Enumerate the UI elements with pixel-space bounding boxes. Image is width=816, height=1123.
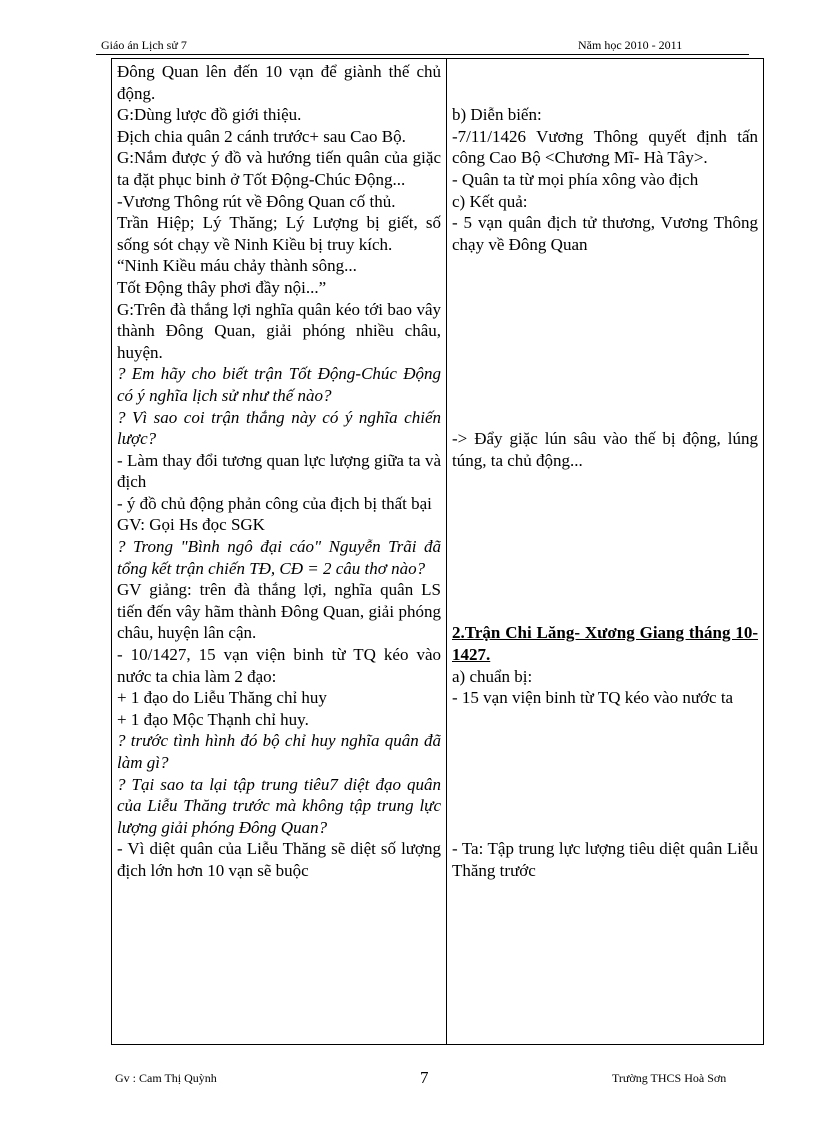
lesson-content-paragraph: - Quân ta từ mọi phía xông vào địch [452,169,699,189]
lesson-content-spacer [452,774,758,796]
lesson-content-spacer [452,471,758,493]
teacher-activity-paragraph: + 1 đạo do Liễu Thăng chỉ huy [117,688,327,708]
footer-teacher: Gv : Cam Thị Quỳnh [115,1071,217,1085]
lesson-content-column [447,59,764,1045]
teacher-activity-paragraph: Trần Hiệp; Lý Thăng; Lý Lượng bị giết, số sống sót chạy về Ninh Kiều bị truy kích. [117,213,441,254]
teacher-activity-paragraph: G:Nắm được ý đồ và hướng tiến quân của giặc ta đặt phục binh ở Tốt Động-Chúc Động... [117,148,441,189]
lesson-content-spacer [452,493,758,515]
lesson-content-paragraph: b) Diễn biến: [452,105,542,125]
teacher-activity-paragraph: Đông Quan lên đến 10 vạn để giành thế chủ động. [117,62,441,103]
lesson-content-spacer [452,536,758,558]
lesson-content-spacer [452,61,758,83]
teacher-activity-paragraph: GV giảng: trên đà thắng lợi, nghĩa quân LS tiến đến vây hãm thành Đông Quan, giải phóng châu, huyện lân cận. [117,580,441,643]
teacher-activity-column [112,59,447,1045]
lesson-content-spacer [452,817,758,839]
teacher-activity-paragraph: - 10/1427, 15 vạn viện binh từ TQ kéo vào nước ta chia làm 2 đạo: [117,645,441,686]
question-text: ? trước tình hình đó bộ chỉ huy nghĩa quân đã làm gì? [117,731,441,772]
lesson-content-paragraph: -> Đẩy giặc lún sâu vào thế bị động, lúng túng, ta chủ động... [452,429,758,470]
lesson-content-spacer [452,407,758,429]
lesson-content-spacer [452,255,758,277]
lesson-content-spacer [452,709,758,731]
lesson-content-spacer [452,342,758,364]
lesson-table-row [112,59,764,1045]
lesson-content-spacer [452,730,758,752]
teacher-activity-paragraph: G:Trên đà thắng lợi nghĩa quân kéo tới bao vây thành Đông Quan, giải phóng nhiều châu, huyện. [117,299,441,362]
teacher-activity-paragraph: Tốt Động thây phơi đầy nội...” [117,277,327,297]
teacher-activity-paragraph: - Làm thay đổi tương quan lực lượng giữa ta và địch [117,450,441,492]
lesson-content-spacer [452,320,758,342]
header-school-year: Năm học 2010 - 2011 [578,38,683,52]
lesson-content-paragraph: - 15 vạn viện binh từ TQ kéo vào nước ta [452,688,734,708]
question-text: ? Trong "Bình ngô đại cáo" Nguyễn Trãi đã tổng kết trận chiến TĐ, CĐ = 2 câu thơ nào? [117,537,441,578]
section-heading: 2.Trận Chi Lăng- Xương Giang tháng 10- 1427. [452,623,758,665]
lesson-content-paragraph: c) Kết quả: [452,191,528,211]
lesson-content-paragraph: a) chuẩn bị: [452,666,533,686]
header-subject: Giáo án Lịch sử 7 [101,38,187,52]
teacher-activity-paragraph: GV: Gọi Hs đọc SGK [117,515,265,535]
lesson-content-spacer [452,363,758,385]
lesson-content-spacer [452,299,758,321]
lesson-content-spacer [452,277,758,299]
lesson-content-spacer [452,795,758,817]
lesson-content-spacer [452,601,758,623]
lesson-content-spacer [452,385,758,407]
lesson-content-spacer [452,579,758,601]
lesson-content-paragraph: - 5 vạn quân địch tử thương, Vương Thông chạy về Đông Quan [452,213,758,254]
footer-school: Trường THCS Hoà Sơn [612,1071,727,1085]
question-text: ? Em hãy cho biết trận Tốt Động-Chúc Động có ý nghĩa lịch sử như thế nào? [117,364,441,405]
teacher-activity-paragraph: + 1 đạo Mộc Thạnh chỉ huy. [117,709,309,729]
teacher-activity-paragraph: - Vì diệt quân của Liễu Thăng sẽ diệt số lượng địch lớn hơn 10 vạn sẽ buộc [117,839,441,880]
lesson-table [111,58,764,1045]
lesson-content-spacer [452,514,758,536]
lesson-content-paragraph: -7/11/1426 Vương Thông quyết định tấn công Cao Bộ <Chương Mĩ- Hà Tây>. [452,126,758,168]
lesson-content-paragraph: - Ta: Tập trung lực lượng tiêu diệt quân Liễu Thăng trước [452,839,758,880]
question-text: ? Vì sao coi trận thắng này có ý nghĩa chiến lược? [117,407,441,449]
lesson-content-spacer [452,752,758,774]
page-number: 7 [420,1068,429,1087]
teacher-activity-paragraph: “Ninh Kiều máu chảy thành sông... [117,256,357,276]
header-divider [96,54,749,55]
teacher-activity-paragraph: Địch chia quân 2 cánh trước+ sau Cao Bộ. [117,126,406,146]
question-text: ? Tại sao ta lại tập trung tiêu7 diệt đạo quân của Liễu Thăng trước mà không tập trung lực lượng giải phóng Đông Quan? [117,774,441,837]
teacher-activity-paragraph: G:Dùng lược đồ giới thiệu. [117,105,302,125]
lesson-content-spacer [452,83,758,105]
teacher-activity-paragraph: -Vương Thông rút về Đông Quan cố thủ. [117,191,396,211]
teacher-activity-paragraph: - ý đồ chủ động phản công của địch bị thất bại [117,493,432,513]
lesson-content-spacer [452,558,758,580]
